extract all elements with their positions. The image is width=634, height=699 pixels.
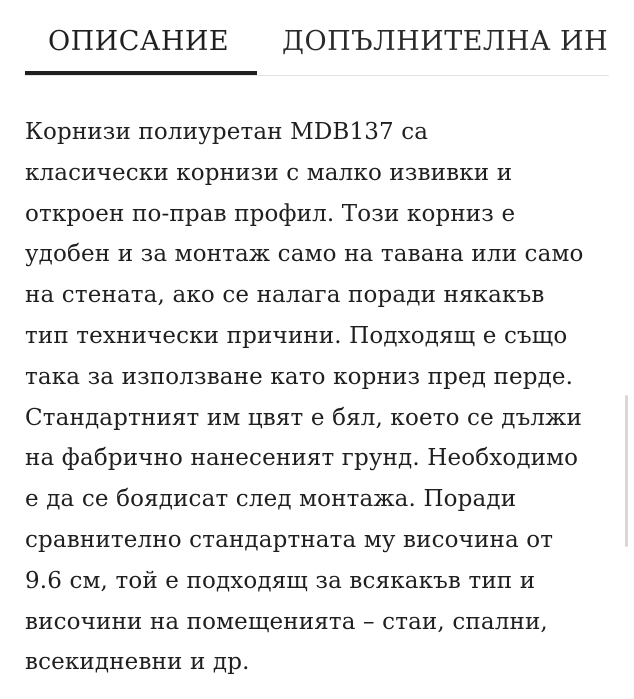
description-line: Стандартният им цвят е бял, което се дължи bbox=[25, 404, 582, 431]
description-line: всекидневни и др. bbox=[25, 649, 250, 676]
description-line: сравнително стандартната му височина от bbox=[25, 526, 554, 553]
description-line: Корнизи полиуретан MDB137 са bbox=[25, 119, 429, 145]
scrollbar-thumb[interactable] bbox=[625, 395, 628, 547]
description-line: височини на помещенията – стаи, спални, bbox=[25, 608, 548, 635]
tabs-divider bbox=[25, 75, 609, 76]
description-line: така за използване като корниз пред перде. bbox=[25, 363, 574, 390]
description-line: удобен и за монтаж само на тавана или само bbox=[25, 241, 584, 268]
description-line: тип технически причини. Подходящ е също bbox=[25, 322, 568, 349]
tab-description[interactable]: ОПИСАНИЕ bbox=[48, 26, 230, 57]
description-line: 9.6 см, той е подходящ за всякакъв тип и bbox=[25, 567, 536, 594]
product-tabs bbox=[0, 0, 634, 76]
description-line: е да се боядисат след монтажа. Поради bbox=[25, 486, 517, 513]
description-line: откроен по-прав профил. Този корниз е bbox=[25, 200, 516, 227]
description-text bbox=[25, 112, 615, 683]
description-line: класически корнизи с малко извивки и bbox=[25, 159, 513, 186]
description-line: на стената, ако се налага поради някакъв bbox=[25, 282, 545, 309]
tab-additional-info[interactable]: ДОПЪЛНИТЕЛНА ИН bbox=[282, 26, 609, 57]
description-line: на фабрично нанесеният грунд. Необходимо bbox=[25, 445, 579, 472]
description-panel bbox=[25, 112, 615, 683]
